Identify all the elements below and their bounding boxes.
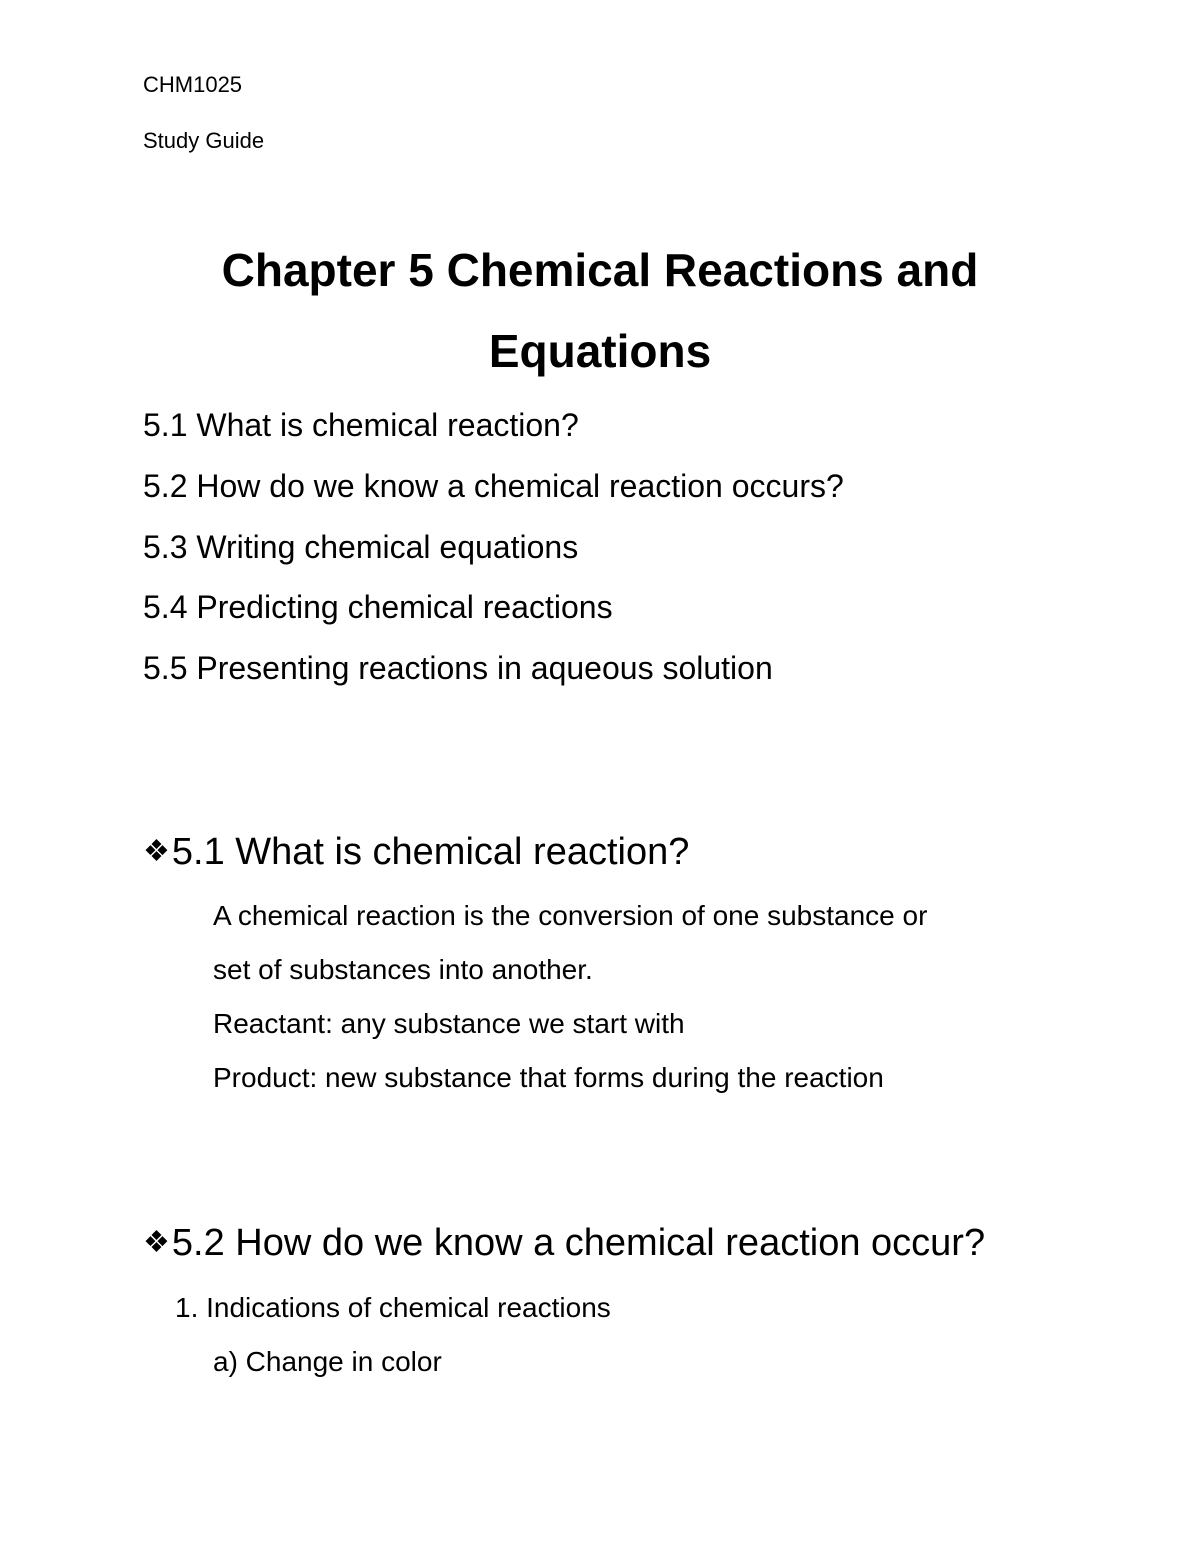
list-item: a) Change in color xyxy=(213,1346,442,1377)
section-heading xyxy=(143,1219,985,1267)
diamond-bullet-icon: ❖ xyxy=(143,1226,170,1259)
toc-item: 5.3 Writing chemical equations xyxy=(143,529,579,565)
section-heading xyxy=(143,828,689,876)
toc-item: 5.1 What is chemical reaction? xyxy=(143,407,579,443)
document-type: Study Guide xyxy=(143,128,265,153)
toc-item: 5.2 How do we know a chemical reaction occurs? xyxy=(143,468,844,504)
diamond-bullet-icon: ❖ xyxy=(143,835,170,868)
product-definition: Product: new substance that forms during the reaction xyxy=(213,1062,884,1093)
reactant-definition: Reactant: any substance we start with xyxy=(213,1008,685,1039)
toc-item: 5.4 Predicting chemical reactions xyxy=(143,589,613,625)
definition-text: set of substances into another. xyxy=(213,954,593,985)
section-heading-text: 5.2 How do we know a chemical reaction occur? xyxy=(171,1222,986,1264)
chapter-title-line-1: Chapter 5 Chemical Reactions and xyxy=(221,244,979,296)
section-heading-text: 5.1 What is chemical reaction? xyxy=(171,831,690,873)
list-item: 1. Indications of chemical reactions xyxy=(175,1292,611,1323)
toc-item: 5.5 Presenting reactions in aqueous solution xyxy=(143,650,773,686)
chapter-title-line-2: Equations xyxy=(488,325,712,377)
definition-text: A chemical reaction is the conversion of one substance or xyxy=(213,900,928,931)
course-code: CHM1025 xyxy=(143,72,243,97)
